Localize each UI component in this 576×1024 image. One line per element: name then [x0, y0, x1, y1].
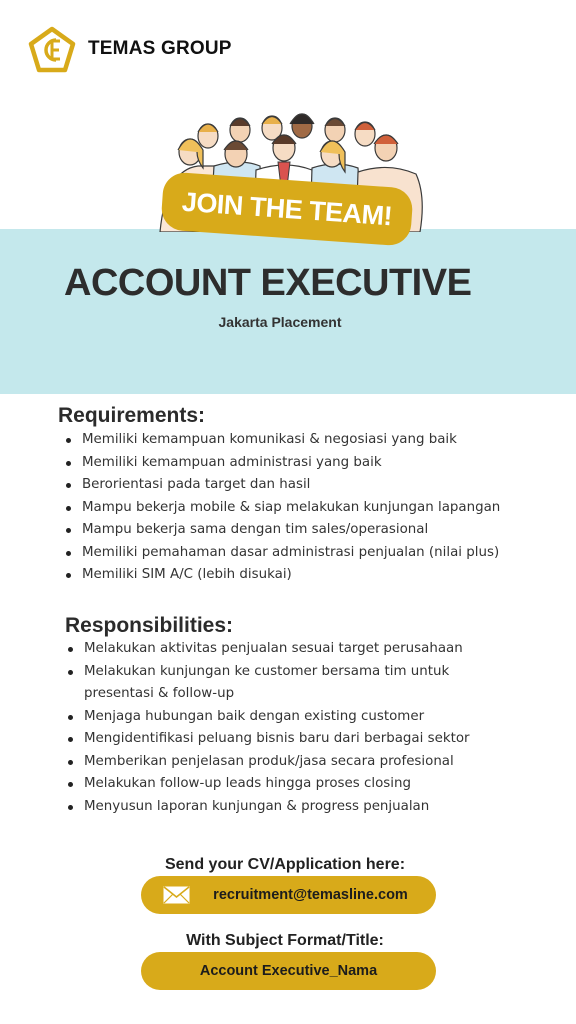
responsibility-item: Menyusun laporan kunjungan & progress penjualan — [66, 796, 486, 819]
requirement-item: Memiliki kemampuan administrasi yang baik — [64, 452, 534, 475]
email-address: recruitment@temasline.com — [213, 887, 408, 903]
job-placement: Jakarta Placement — [218, 314, 342, 330]
email-button[interactable] — [141, 876, 436, 914]
join-the-team-text: JOIN THE TEAM! — [180, 186, 394, 231]
send-cv-label: Send your CV/Application here: — [164, 856, 406, 873]
responsibilities-list — [66, 638, 486, 818]
requirement-item: Memiliki kemampuan komunikasi & negosiasi yang baik — [64, 429, 534, 452]
subject-format-label: With Subject Format/Title: — [186, 932, 384, 949]
requirement-item: Mampu bekerja mobile & siap melakukan kunjungan lapangan — [64, 497, 534, 520]
responsibility-item: Menjaga hubungan baik dengan existing customer — [66, 706, 486, 729]
job-title: ACCOUNT EXECUTIVE — [64, 262, 472, 304]
title-band — [0, 229, 576, 394]
requirements-list — [64, 429, 534, 587]
subject-format-text: Account Executive_Nama — [199, 963, 378, 979]
responsibility-item: Melakukan follow-up leads hingga proses closing — [66, 773, 486, 796]
mail-icon — [163, 886, 190, 904]
requirement-item: Memiliki pemahaman dasar administrasi penjualan (nilai plus) — [64, 542, 534, 565]
brand-name: TEMAS GROUP — [88, 38, 232, 59]
responsibility-item: Memberikan penjelasan produk/jasa secara profesional — [66, 751, 486, 774]
responsibilities-heading: Responsibilities: — [65, 614, 234, 637]
requirement-item: Memiliki SIM A/C (lebih disukai) — [64, 564, 534, 587]
responsibility-item: Melakukan kunjungan ke customer bersama tim untuk presentasi & follow-up — [66, 661, 486, 706]
requirement-item: Berorientasi pada target dan hasil — [64, 474, 534, 497]
subject-format-pill — [141, 952, 436, 990]
requirement-item: Mampu bekerja sama dengan tim sales/operasional — [64, 519, 534, 542]
temas-logo-icon — [28, 26, 76, 74]
responsibility-item: Melakukan aktivitas penjualan sesuai target perusahaan — [66, 638, 486, 661]
responsibility-item: Mengidentifikasi peluang bisnis baru dari berbagai sektor — [66, 728, 486, 751]
requirements-heading: Requirements: — [58, 404, 206, 427]
